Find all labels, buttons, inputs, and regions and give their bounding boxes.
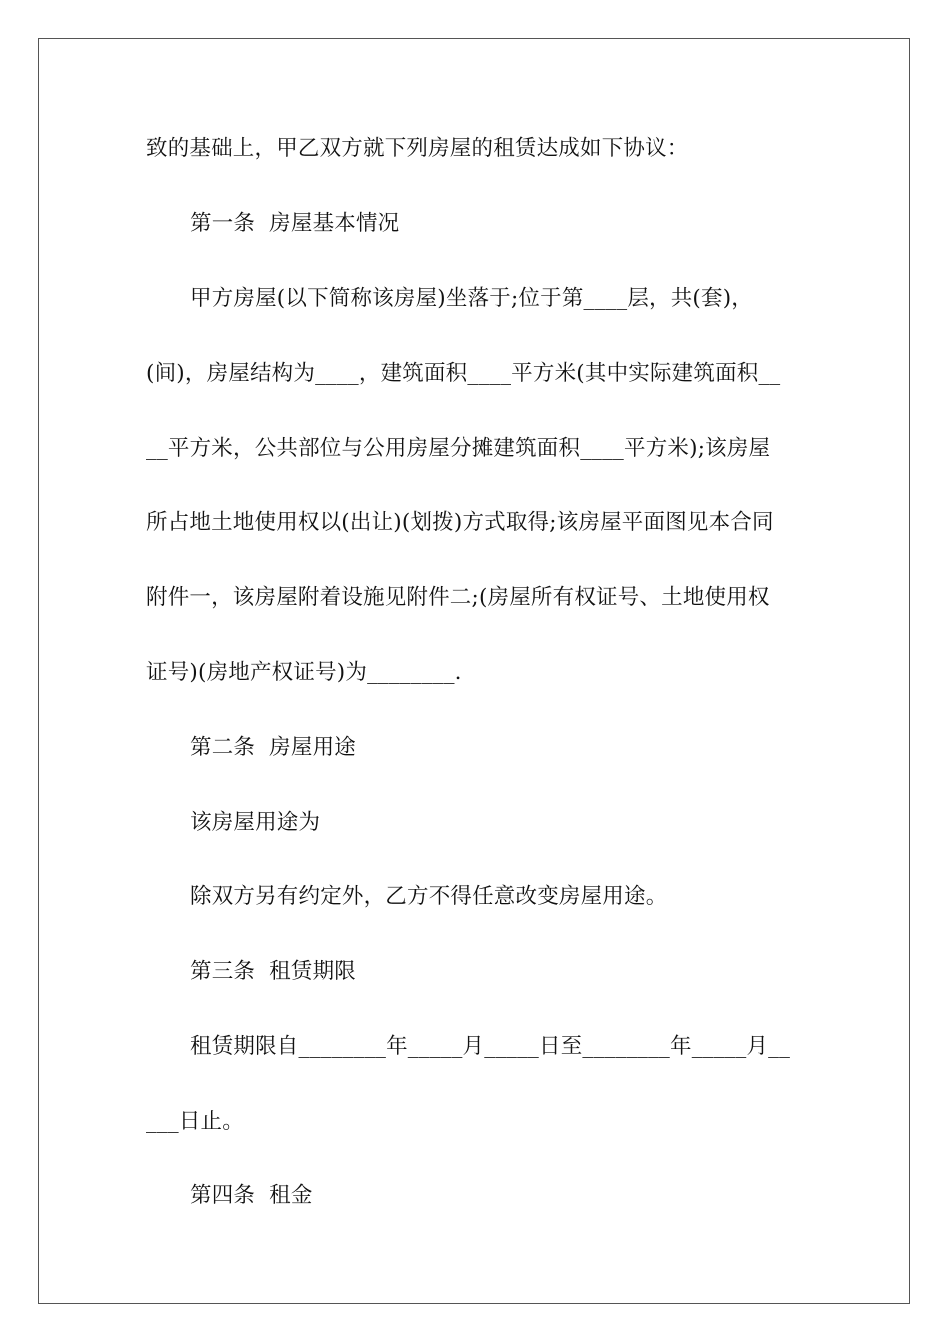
paragraph-line: ___日止。	[146, 1109, 244, 1134]
paragraph-line: (间)，房屋结构为____，建筑面积____平方米(其中实际建筑面积__	[146, 361, 781, 386]
section-heading: 第三条 租赁期限	[190, 959, 356, 984]
paragraph-line: 所占地土地使用权以(出让)(划拨)方式取得;该房屋平面图见本合同	[146, 510, 774, 535]
section-heading: 第二条 房屋用途	[190, 735, 356, 760]
paragraph-line: 该房屋用途为	[190, 810, 321, 835]
section-heading: 第四条 租金	[190, 1183, 313, 1208]
paragraph-line: 甲方房屋(以下简称该房屋)坐落于;位于第____层，共(套)，	[190, 286, 753, 311]
paragraph-line: 除双方另有约定外，乙方不得任意改变房屋用途。	[190, 884, 668, 909]
paragraph-line: 附件一，该房屋附着设施见附件二;(房屋所有权证号、土地使用权	[146, 585, 770, 610]
paragraph-line: __平方米，公共部位与公用房屋分摊建筑面积____平方米);该房屋	[146, 436, 771, 461]
paragraph-line: 致的基础上，甲乙双方就下列房屋的租赁达成如下协议：	[146, 136, 689, 161]
section-heading: 第一条 房屋基本情况	[190, 211, 400, 236]
paragraph-line: 租赁期限自________年_____月_____日至________年_____月__	[190, 1034, 791, 1059]
paragraph-line: 证号)(房地产权证号)为________.	[146, 660, 462, 685]
